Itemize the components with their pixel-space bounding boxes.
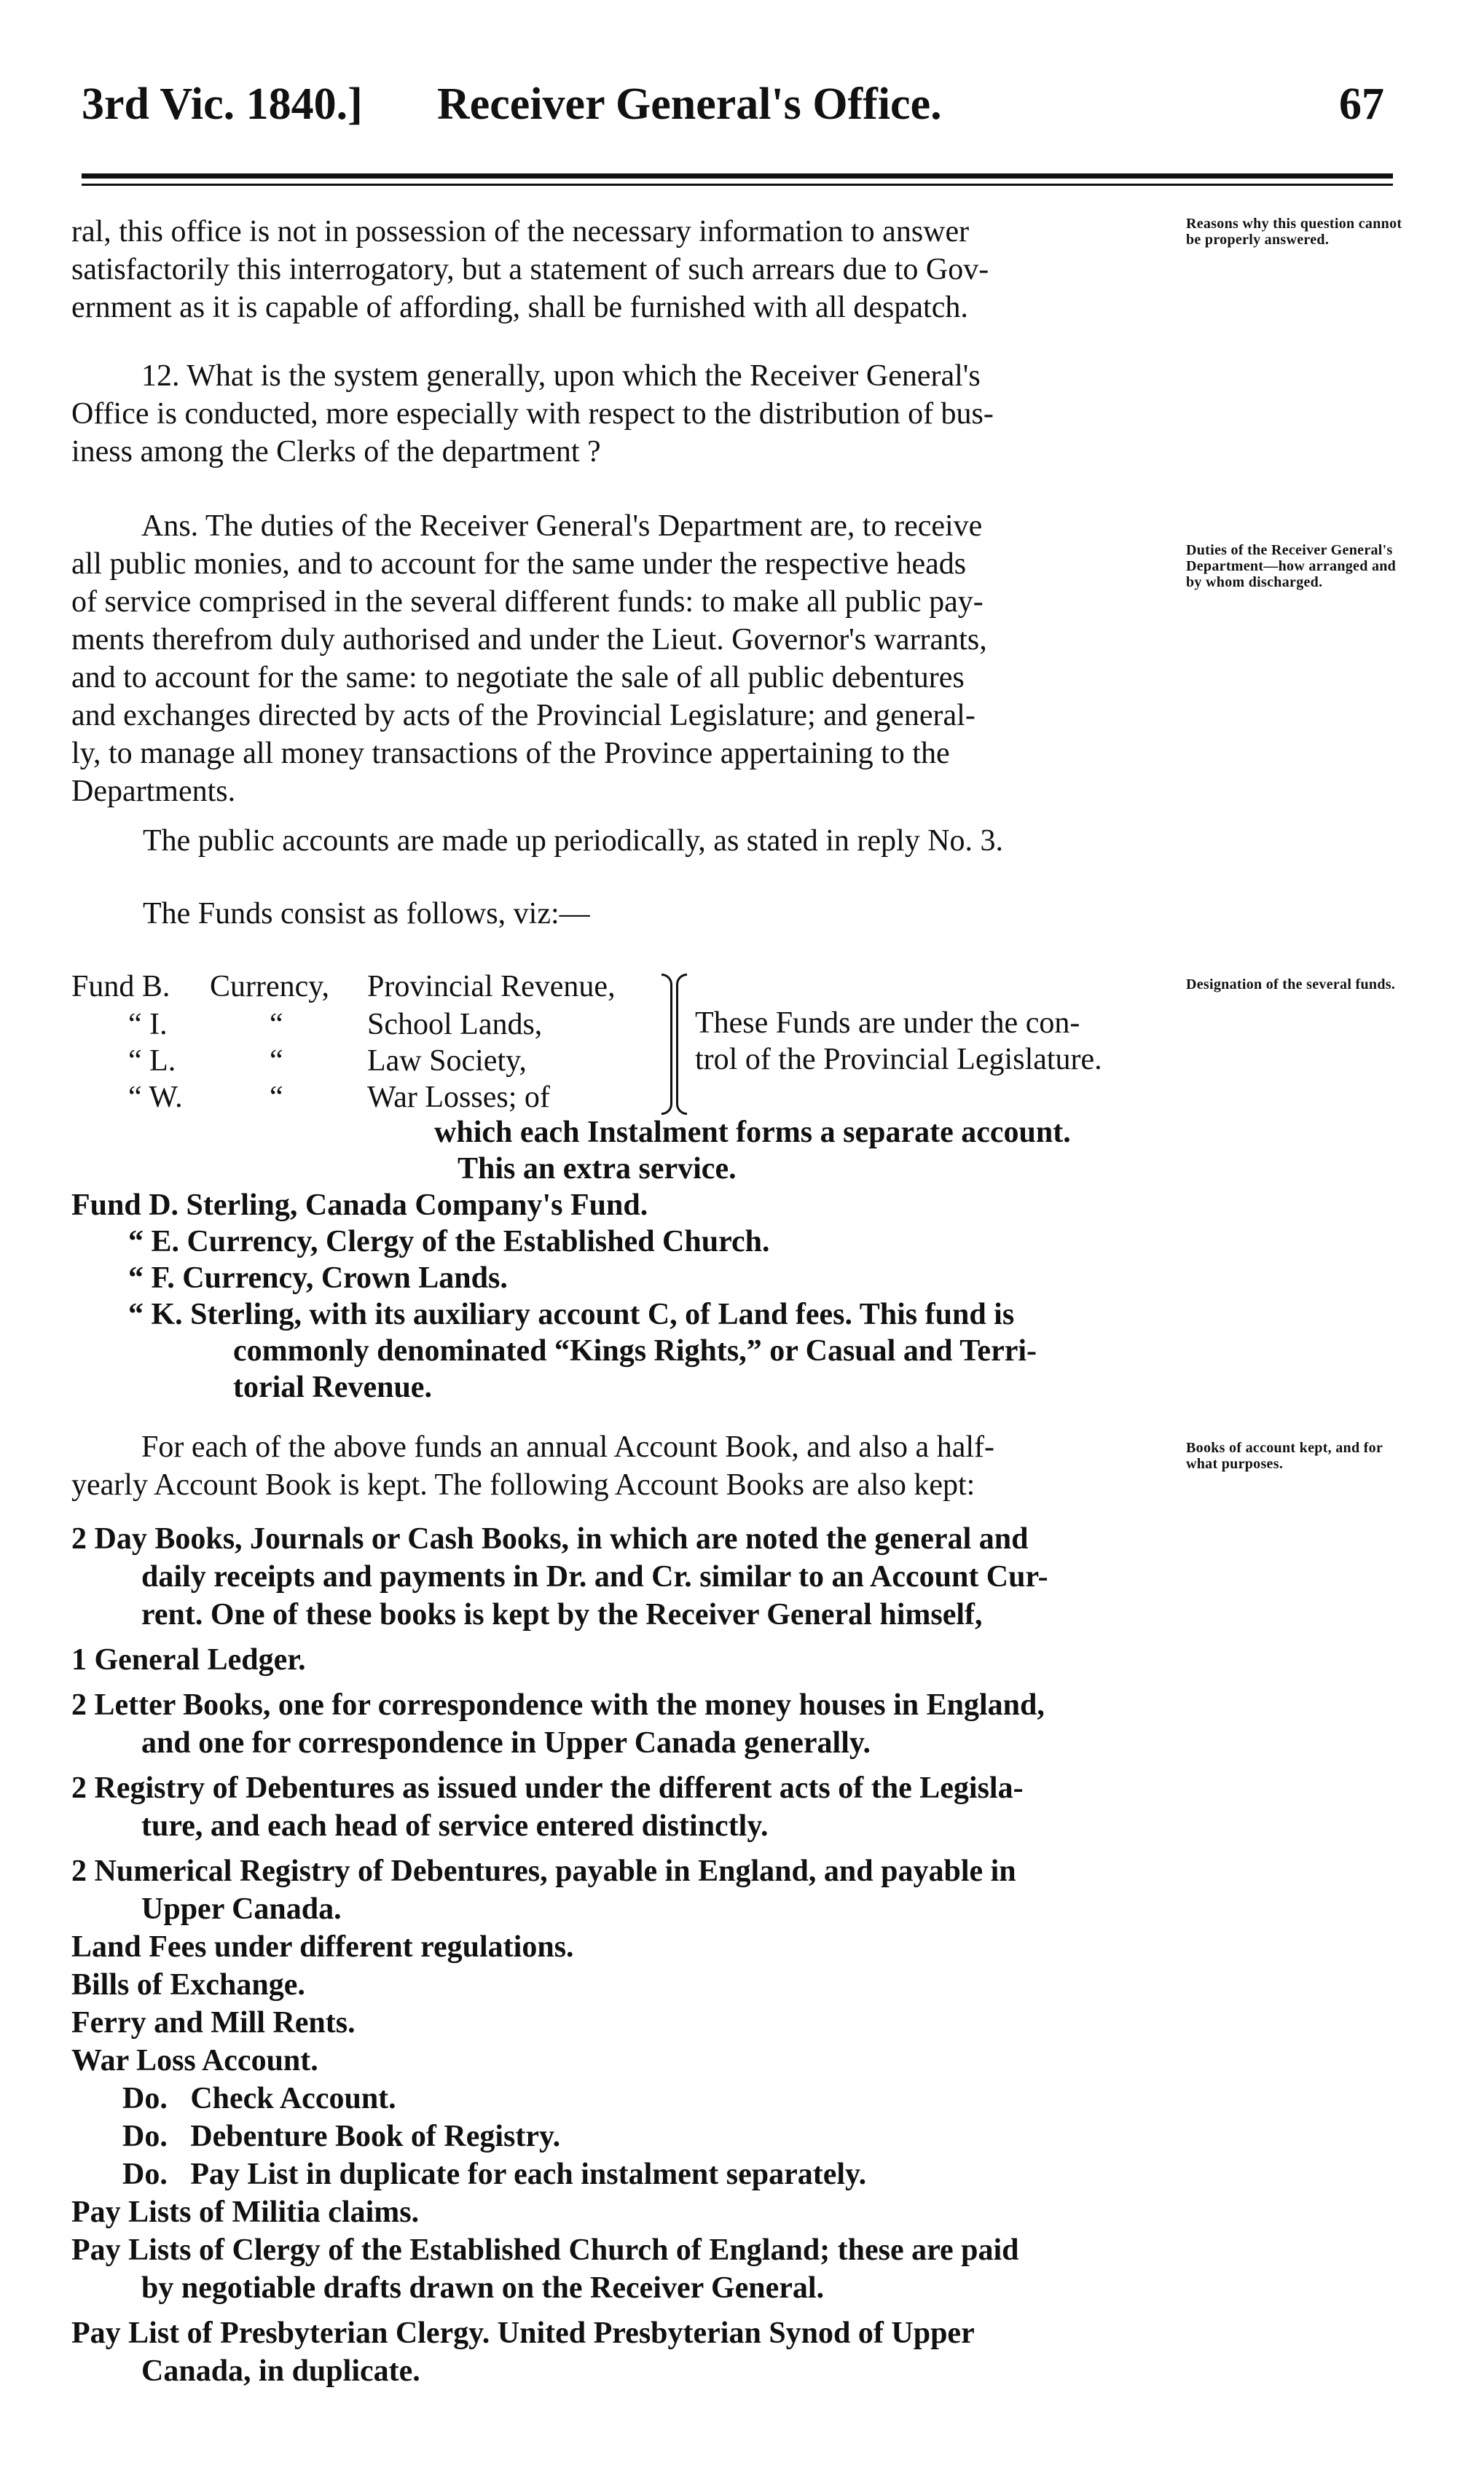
list-item: Do. Pay List in duplicate for each instalment separately. xyxy=(122,2158,867,2191)
fund-k: “ K. Sterling, with its auxiliary account C, of Land fees. This fund is xyxy=(128,1298,1015,1331)
fund-k-cont: torial Revenue. xyxy=(233,1371,432,1404)
margin-note-reasons: Reasons why this question cannot be properly answered. xyxy=(1186,216,1402,248)
brace-text: These Funds are under the con- xyxy=(695,1006,1080,1040)
text-line: all public monies, and to account for the same under the respective heads xyxy=(71,547,967,581)
list-item: Do. Debenture Book of Registry. xyxy=(122,2120,561,2153)
text-line: ernment as it is capable of affording, shall be furnished with all despatch. xyxy=(71,291,968,324)
brace-text: trol of the Provincial Legislature. xyxy=(695,1043,1102,1076)
fund-row-prefix: “ L. xyxy=(128,1044,176,1078)
fund-row-name: School Lands, xyxy=(367,1008,543,1041)
text-line: Departments. xyxy=(71,775,236,808)
books-paragraph xyxy=(71,1428,1186,1504)
fund-row-name: War Losses; of xyxy=(367,1081,550,1114)
list-item: Do. Check Account. xyxy=(122,2082,396,2115)
fund-row-kind: “ xyxy=(270,1008,283,1041)
text-line: satisfactorily this interrogatory, but a statement of such arrears due to Gov- xyxy=(71,253,989,286)
fund-row-kind: “ xyxy=(270,1044,283,1078)
list-item: War Loss Account. xyxy=(71,2044,318,2077)
right-brace xyxy=(661,974,672,1115)
text-line: iness among the Clerks of the department ? xyxy=(71,435,601,469)
funds-intro: The Funds consist as follows, viz:— xyxy=(143,897,590,931)
fund-row-kind: Currency, xyxy=(210,970,330,1003)
list-item: Pay Lists of Militia claims. xyxy=(71,2196,420,2229)
fund-row-prefix: Fund B. xyxy=(71,970,170,1003)
accounts-line: The public accounts are made up periodically, as stated in reply No. 3. xyxy=(143,824,1004,858)
text-line: of service comprised in the several different funds: to make all public pay- xyxy=(71,585,984,619)
fund-continuation: This an extra service. xyxy=(458,1152,737,1186)
fund-d: Fund D. Sterling, Canada Company's Fund. xyxy=(71,1188,648,1222)
running-head-left: 3rd Vic. 1840.] xyxy=(82,79,363,129)
fund-f: “ F. Currency, Crown Lands. xyxy=(128,1261,508,1295)
fund-row-prefix: “ W. xyxy=(128,1081,183,1114)
text-line: Office is conducted, more especially with respect to the distribution of bus- xyxy=(71,397,994,431)
list-item: 2 Day Books, Journals or Cash Books, in which are noted the general and daily receipts and payments in Dr. and Cr. similar to an Account Cur- rent. One of these books is kept by the Receiver General himself, xyxy=(71,1522,1048,1632)
text-line: and exchanges directed by acts of the Provincial Legislature; and general- xyxy=(71,699,975,732)
list-item: Pay List of Presbyterian Clergy. United Presbyterian Synod of Upper Canada, in duplicate. xyxy=(71,2316,975,2388)
list-item: Land Fees under different regulations. xyxy=(71,1930,574,1964)
text-line: For each of the above funds an annual Account Book, and also a half- xyxy=(141,1430,994,1464)
list-item: Bills of Exchange. xyxy=(71,1968,305,2002)
list-item: 2 Letter Books, one for correspondence with the money houses in England, and one for correspondence in Upper Canada generally. xyxy=(71,1688,1045,1760)
fund-row-name: Law Society, xyxy=(367,1044,527,1078)
text-line: ly, to manage all money transactions of the Province appertaining to the xyxy=(71,737,950,770)
answer-paragraph xyxy=(71,507,1186,810)
fund-e: “ E. Currency, Clergy of the Established Church. xyxy=(128,1225,770,1258)
text-line: and to account for the same: to negotiate the sale of all public debentures xyxy=(71,661,965,694)
header-rule-thick xyxy=(82,173,1393,179)
list-item: Pay Lists of Clergy of the Established Church of England; these are paid by negotiable drafts drawn on the Receiver General. xyxy=(71,2233,1019,2305)
fund-row-name: Provincial Revenue, xyxy=(367,970,616,1003)
list-item: 1 General Ledger. xyxy=(71,1643,306,1677)
left-brace xyxy=(676,974,687,1115)
header-rule-thin xyxy=(82,184,1393,186)
text-line: ments therefrom duly authorised and under the Lieut. Governor's warrants, xyxy=(71,623,987,657)
list-item: 2 Numerical Registry of Debentures, payable in England, and payable in Upper Canada. xyxy=(71,1855,1016,1926)
running-head-title: Receiver General's Office. xyxy=(437,79,942,129)
margin-note-books: Books of account kept, and for what purposes. xyxy=(1186,1440,1383,1472)
margin-note-funds: Designation of the several funds. xyxy=(1186,976,1396,992)
text-line: ral, this office is not in possession of the necessary information to answer xyxy=(71,215,970,248)
books-list xyxy=(71,1520,1208,2390)
list-item: 2 Registry of Debentures as issued under the different acts of the Legisla- ture, and each head of service entered distinctly. xyxy=(71,1771,1024,1843)
text-line: 12. What is the system generally, upon which the Receiver General's xyxy=(141,359,981,393)
fund-row-prefix: “ I. xyxy=(128,1008,168,1041)
paragraph-continued xyxy=(71,213,1186,326)
text-line: yearly Account Book is kept. The following Account Books are also kept: xyxy=(71,1468,975,1502)
page-number: 67 xyxy=(1339,79,1384,129)
text-line: Ans. The duties of the Receiver General's Department are, to receive xyxy=(141,509,983,543)
margin-note-duties: Duties of the Receiver General's Department—how arranged and by whom discharged. xyxy=(1186,542,1397,590)
fund-continuation: which each Instalment forms a separate account. xyxy=(434,1116,1071,1149)
fund-row-kind: “ xyxy=(270,1081,283,1114)
fund-k-cont: commonly denominated “Kings Rights,” or Casual and Terri- xyxy=(233,1334,1037,1368)
list-item: Ferry and Mill Rents. xyxy=(71,2006,356,2040)
question-12 xyxy=(71,357,1186,471)
